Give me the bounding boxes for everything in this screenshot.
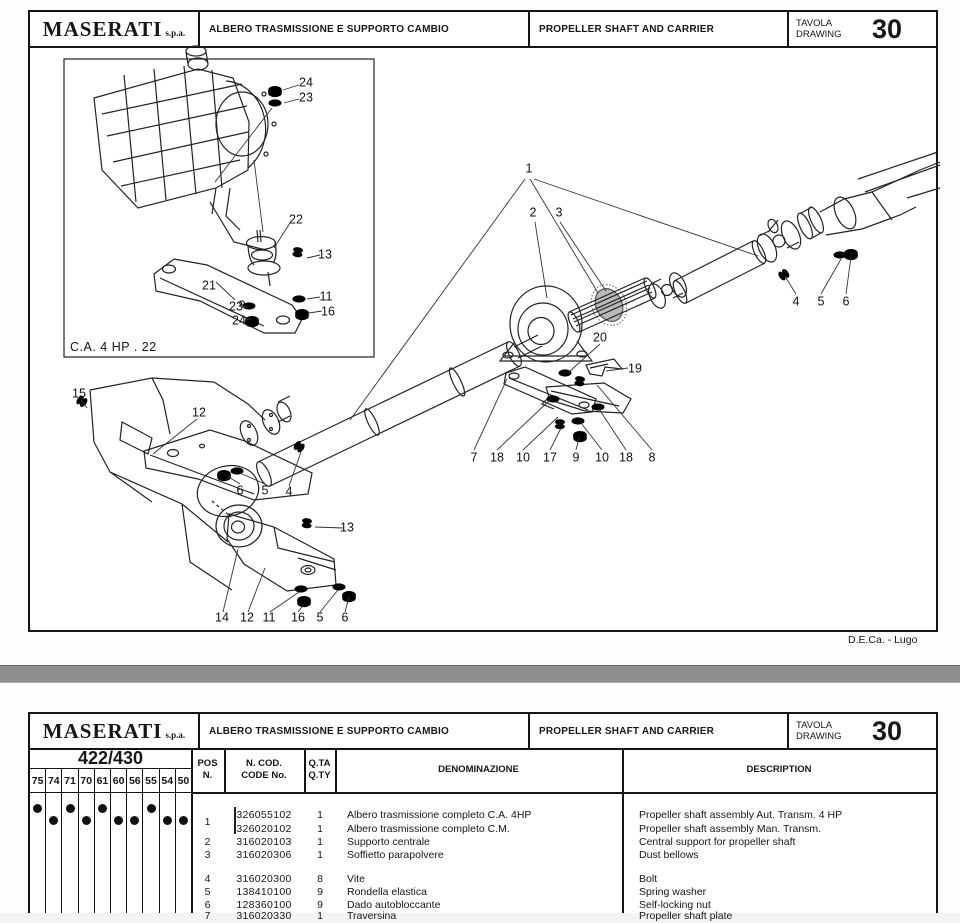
variant-column	[62, 769, 78, 913]
col-header-qty: Q.TA Q.TY	[308, 758, 331, 781]
plate-label	[787, 720, 842, 742]
part-qty: 9	[317, 886, 323, 898]
variant-column-label: 75	[30, 769, 45, 793]
col-header-name: DENOMINAZIONE	[438, 764, 519, 775]
callout-number: 12	[192, 405, 206, 420]
variant-column	[95, 769, 111, 913]
part-desc-en: Dust bellows	[639, 849, 699, 861]
variant-column-label: 55	[143, 769, 158, 793]
variant-dot	[66, 804, 75, 813]
part-desc-en: Propeller shaft assembly Aut. Transm. 4 HP	[639, 809, 843, 821]
callout-number: 16	[291, 610, 305, 625]
parts-rows	[191, 792, 936, 922]
part-qty: 1	[317, 849, 323, 861]
callout-number: 11	[262, 610, 276, 625]
exploded-view-drawing	[30, 46, 936, 630]
variant-column-label: 71	[62, 769, 77, 793]
variant-dot	[163, 816, 172, 825]
part-qty: 1	[317, 809, 323, 821]
drawing-label: DRAWING	[796, 731, 842, 742]
part-pos: 7	[204, 910, 211, 922]
callout-number: 12	[240, 610, 254, 625]
plate-cell	[787, 714, 936, 748]
callout-number: 20	[593, 330, 607, 345]
parts-row	[191, 836, 936, 849]
title-italian: ALBERO TRASMISSIONE E SUPPORTO CAMBIO	[209, 725, 450, 737]
col-header-desc: DESCRIPTION	[746, 764, 812, 775]
variant-column	[30, 769, 46, 913]
callout-number: 3	[555, 205, 563, 220]
variant-column-label: 74	[46, 769, 61, 793]
drawing-credit: D.E.Ca. - Lugo	[848, 634, 918, 646]
variant-dot	[179, 816, 188, 825]
variant-column	[127, 769, 143, 913]
callout-number: 16	[321, 304, 335, 319]
brand-cell	[30, 12, 198, 46]
part-pos: 6	[204, 899, 211, 911]
parts-row	[191, 849, 936, 862]
tavola-label: TAVOLA	[796, 720, 833, 731]
part-qty: 1	[317, 823, 323, 835]
variant-column-label: 60	[111, 769, 126, 793]
part-desc-en: Bolt	[639, 873, 658, 885]
part-desc-en: Spring washer	[639, 886, 707, 898]
variant-column-label: 54	[160, 769, 175, 793]
part-name-it: Dado autobloccante	[347, 899, 441, 911]
part-pos: 4	[204, 873, 211, 885]
part-pos: 1	[204, 816, 211, 828]
tavola-label: TAVOLA	[796, 18, 833, 29]
callout-number: 18	[490, 450, 504, 465]
callout-number: 13	[340, 520, 354, 535]
model-code: 422/430	[30, 748, 191, 769]
callout-number: 6	[842, 294, 850, 309]
plate-label	[787, 18, 842, 40]
callout-number: 5	[316, 610, 324, 625]
part-qty: 9	[317, 899, 323, 911]
parts-row	[191, 886, 936, 899]
variant-column	[46, 769, 62, 913]
callout-number: 24	[232, 313, 246, 328]
inset-caption: C.A. 4 HP . 22	[70, 340, 157, 354]
plate-cell	[787, 12, 936, 46]
parts-row	[191, 823, 936, 836]
part-name-it: Supporto centrale	[347, 836, 430, 848]
variant-dot	[98, 804, 107, 813]
page-separator-band	[0, 665, 960, 683]
title-block	[30, 12, 936, 48]
title-italian: ALBERO TRASMISSIONE E SUPPORTO CAMBIO	[209, 23, 450, 35]
variant-dot	[147, 804, 156, 813]
callout-number: 14	[215, 610, 229, 625]
part-desc-en: Self-locking nut	[639, 899, 711, 911]
callout-numbers	[72, 75, 849, 624]
drawing-linework	[64, 46, 940, 607]
part-name-it: Traversina	[347, 910, 397, 922]
variant-column-label: 50	[176, 769, 191, 793]
parts-row	[191, 873, 936, 886]
variant-column	[176, 769, 191, 913]
variant-column	[160, 769, 176, 913]
part-pos: 3	[204, 849, 211, 861]
callout-number: 6	[236, 483, 244, 498]
callout-number: 19	[628, 361, 642, 376]
part-name-it: Albero trasmissione completo C.A. 4HP	[347, 809, 532, 821]
parts-row	[191, 809, 936, 828]
callout-number: 23	[229, 299, 243, 314]
part-code: 128360100	[236, 899, 292, 911]
callout-number: 8	[648, 450, 656, 465]
part-desc-en: Central support for propeller shaft	[639, 836, 796, 848]
callout-number: 11	[319, 289, 333, 304]
variant-column-label: 56	[127, 769, 142, 793]
callout-number: 18	[619, 450, 633, 465]
callout-number: 9	[572, 450, 580, 465]
plate-number: 30	[871, 716, 902, 746]
variant-column-label: 61	[95, 769, 110, 793]
callout-number: 10	[595, 450, 609, 465]
callout-number: 24	[299, 75, 313, 90]
callout-number: 15	[72, 386, 86, 401]
variant-column	[143, 769, 159, 913]
part-code: 326020102	[236, 823, 292, 835]
part-code: 316020300	[236, 873, 292, 885]
part-code: 316020103	[236, 836, 292, 848]
part-qty: 1	[317, 836, 323, 848]
part-code: 316020330	[236, 910, 292, 922]
callout-number: 5	[817, 294, 825, 309]
callout-number: 7	[470, 450, 478, 465]
part-name-it: Albero trasmissione completo C.M.	[347, 823, 510, 835]
col-header-code: N. COD. CODE No.	[241, 758, 287, 781]
variant-dot	[49, 816, 58, 825]
part-code: 326055102	[236, 809, 292, 821]
part-code: 138410100	[236, 886, 292, 898]
drawing-page	[28, 10, 938, 632]
brand-suffix: s.p.a.	[165, 28, 186, 38]
part-pos: 5	[204, 886, 211, 898]
drawing-label: DRAWING	[796, 29, 842, 40]
part-desc-en: Propeller shaft plate	[639, 910, 733, 922]
title-english: PROPELLER SHAFT AND CARRIER	[539, 23, 715, 35]
callout-number: 2	[529, 205, 537, 220]
variant-dot	[82, 816, 91, 825]
callout-leader-lines	[81, 85, 851, 612]
callout-number: 1	[525, 161, 533, 176]
callout-number: 5	[261, 483, 269, 498]
brand-name: MASERATI	[42, 718, 163, 743]
variant-dot	[114, 816, 123, 825]
callout-number: 17	[543, 450, 557, 465]
title-english: PROPELLER SHAFT AND CARRIER	[539, 725, 715, 737]
brand-suffix: s.p.a.	[165, 730, 186, 740]
parts-list-page	[28, 712, 938, 922]
callout-number: 4	[285, 484, 293, 499]
callout-number: 21	[202, 278, 216, 293]
part-name-it: Rondella elastica	[347, 886, 427, 898]
part-name-it: Vite	[347, 873, 365, 885]
variant-column	[79, 769, 95, 913]
callout-number: 23	[299, 90, 313, 105]
part-qty: 1	[317, 910, 323, 922]
variant-dot	[33, 804, 42, 813]
part-pos: 2	[204, 836, 211, 848]
col-header-pos: POS N.	[197, 758, 218, 781]
part-desc-en: Propeller shaft assembly Man. Transm.	[639, 823, 822, 835]
plate-number: 30	[871, 14, 902, 44]
callout-number: 10	[516, 450, 530, 465]
callout-number: 13	[318, 247, 332, 262]
variant-column-label: 70	[79, 769, 94, 793]
variant-columns	[30, 769, 191, 913]
callout-number: 6	[341, 610, 349, 625]
brand-cell	[30, 714, 198, 748]
callout-number: 22	[289, 212, 303, 227]
part-name-it: Soffietto parapolvere	[347, 849, 444, 861]
title-block	[30, 714, 936, 750]
brand-name: MASERATI	[42, 16, 163, 41]
alternatives-bracket	[234, 807, 236, 834]
callout-number: 4	[792, 294, 800, 309]
part-qty: 8	[317, 873, 323, 885]
variant-column	[111, 769, 127, 913]
variant-dot	[130, 816, 139, 825]
part-code: 316020306	[236, 849, 292, 861]
parts-row	[191, 910, 936, 923]
